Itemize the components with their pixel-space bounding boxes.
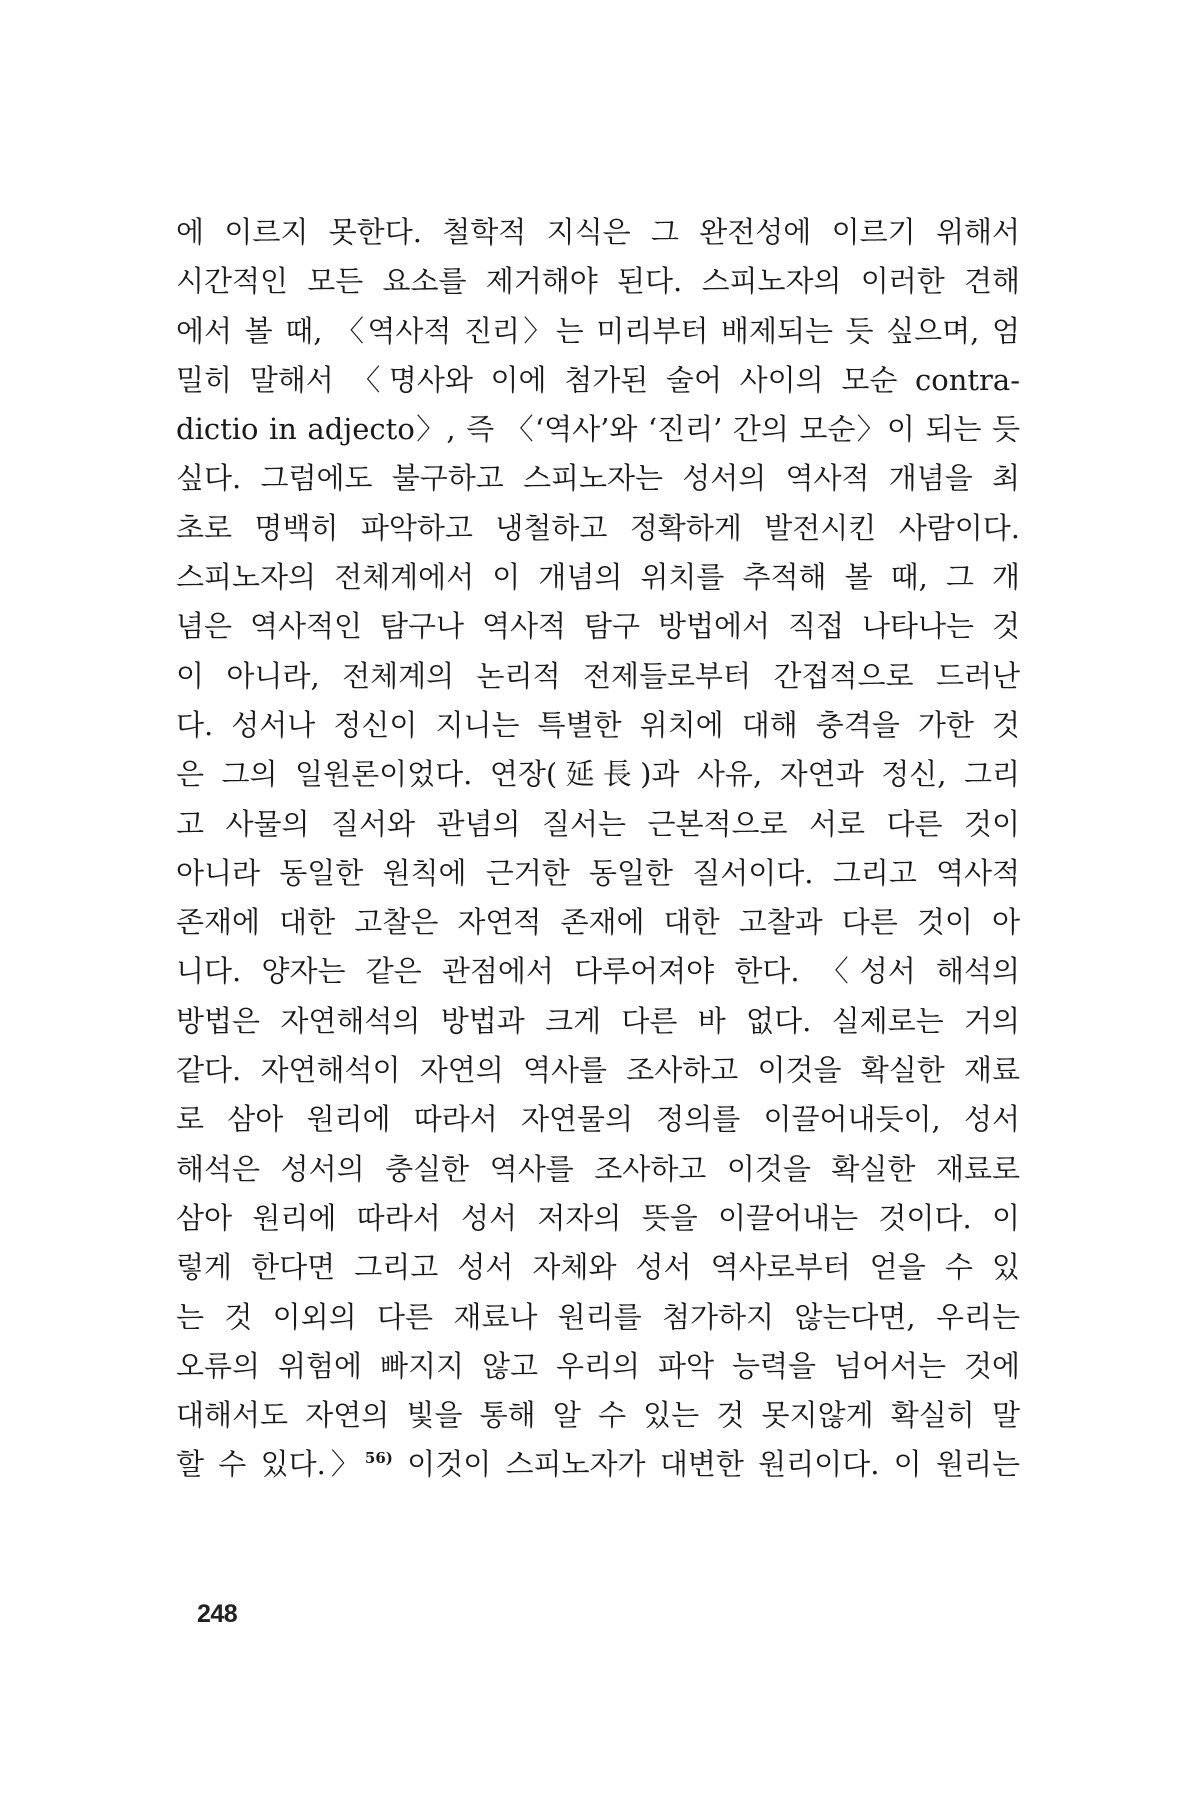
- text-line: 는 것 이외의 다른 재료나 원리를 첨가하지 않는다면, 우리는: [176, 1299, 1020, 1334]
- text-line: 에 이르지 못한다. 철학적 지식은 그 완전성에 이르기 위해서: [176, 215, 1020, 249]
- text-line: 존재에 대한 고찰은 자연적 존재에 대한 고찰과 다른 것이 아: [176, 905, 1020, 940]
- text-line: 밀히 말해서 〈명사와 이에 첨가된 술어 사이의 모순 contra-: [176, 362, 1020, 397]
- text-line: 해석은 성서의 충실한 역사를 조사하고 이것을 확실한 재료로: [176, 1151, 1020, 1186]
- text-line: 은 그의 일원론이었다. 연장(延長)과 사유, 자연과 정신, 그리: [176, 757, 1020, 792]
- body-text: [176, 208, 1020, 1490]
- text-line: 다. 성서나 정신이 지니는 특별한 위치에 대해 충격을 가한 것: [176, 707, 1020, 742]
- footnote-reference[interactable]: 56): [364, 1449, 393, 1468]
- text-line: 에서 볼 때, 〈역사적 진리〉는 미리부터 배제되는 듯 싶으며, 엄: [176, 313, 1020, 348]
- text-line: 대해서도 자연의 빛을 통해 알 수 있는 것 못지않게 확실히 말: [176, 1398, 1020, 1433]
- final-line-end: 이것이 스피노자가 대변한 원리이다. 이 원리는: [392, 1447, 1020, 1482]
- text-line: 싶다. 그럼에도 불구하고 스피노자는 성서의 역사적 개념을 최: [176, 461, 1020, 496]
- text-line: 시간적인 모든 요소를 제거해야 된다. 스피노자의 이러한 견해: [176, 264, 1020, 299]
- text-line: 고 사물의 질서와 관념의 질서는 근본적으로 서로 다른 것이: [176, 806, 1020, 841]
- text-line: dictio in adjecto〉, 즉 〈‘역사’와 ‘진리’ 간의 모순〉이 되는 듯: [176, 412, 1020, 447]
- text-line: 이 아니라, 전체계의 논리적 전제들로부터 간접적으로 드러난: [176, 658, 1020, 693]
- text-line: 념은 역사적인 탐구나 역사적 탐구 방법에서 직접 나타나는 것: [176, 609, 1020, 644]
- text-line: 로 삼아 원리에 따라서 자연물의 정의를 이끌어내듯이, 성서: [176, 1102, 1020, 1137]
- text-line: 렇게 한다면 그리고 성서 자체와 성서 역사로부터 얻을 수 있: [176, 1250, 1020, 1285]
- text-line: 초로 명백히 파악하고 냉철하고 정확하게 발전시킨 사람이다.: [176, 510, 1020, 545]
- text-line: 니다. 양자는 같은 관점에서 다루어져야 한다. 〈성서 해석의: [176, 954, 1020, 989]
- text-line: 아니라 동일한 원칙에 근거한 동일한 질서이다. 그리고 역사적: [176, 855, 1020, 890]
- final-line-start: 할 수 있다.〉: [176, 1447, 365, 1482]
- text-line: 같다. 자연해석이 자연의 역사를 조사하고 이것을 확실한 재료: [176, 1053, 1020, 1088]
- text-line: 삼아 원리에 따라서 성서 저자의 뜻을 이끌어내는 것이다. 이: [176, 1200, 1020, 1235]
- page-number: 248: [197, 1600, 238, 1628]
- text-line-final: [176, 1440, 1020, 1489]
- text-line: 스피노자의 전체계에서 이 개념의 위치를 추적해 볼 때, 그 개: [176, 560, 1020, 595]
- text-line: 오류의 위험에 빠지지 않고 우리의 파악 능력을 넘어서는 것에: [176, 1348, 1020, 1383]
- text-line: 방법은 자연해석의 방법과 크게 다른 바 없다. 실제로는 거의: [176, 1003, 1020, 1038]
